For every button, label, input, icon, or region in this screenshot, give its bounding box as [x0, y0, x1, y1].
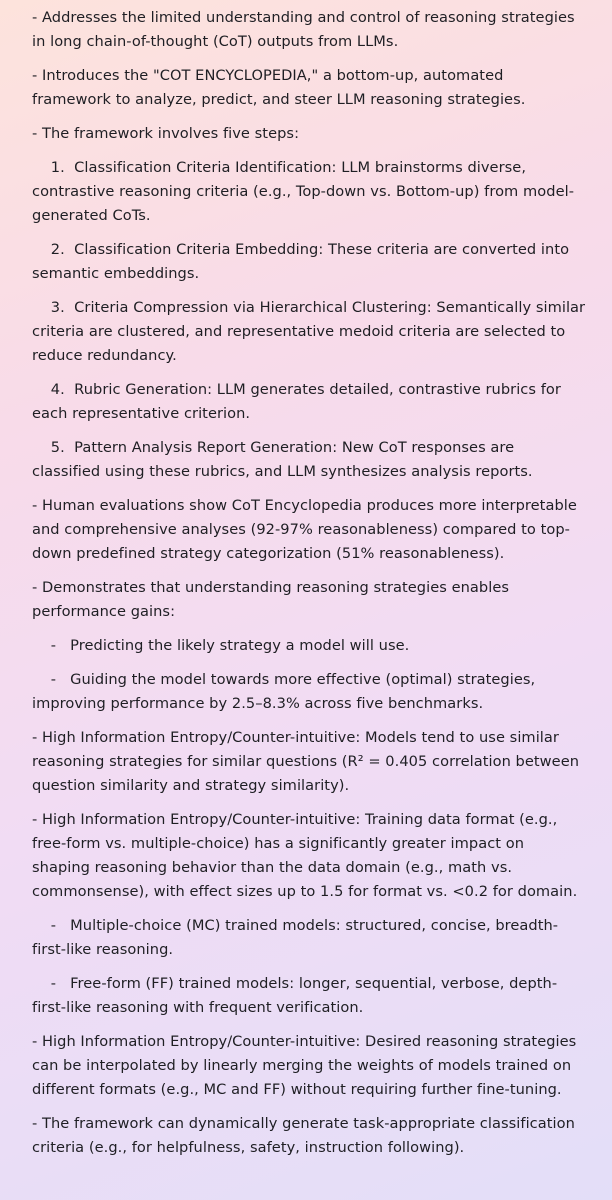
step-2: 2. Classification Criteria Embedding: These criteria are converted into semantic embeddings. [32, 241, 574, 282]
paragraph-dynamic-criteria: - The framework can dynamically generate task-appropriate classification criteria (e.g., for helpfulness, safety, instruction following). [32, 1115, 575, 1156]
bullet-guiding: - Guiding the model towards more effective (optimal) strategies, improving performance by 2.5–8.3% across five benchmarks. [32, 671, 540, 712]
bullet-predicting: - Predicting the likely strategy a model will use. [32, 637, 410, 654]
step-3: 3. Criteria Compression via Hierarchical Clustering: Semantically similar criteria are clustered, and representative medoid criteria are selected to reduce redundancy. [32, 299, 590, 364]
paragraph-similar-questions: - High Information Entropy/Counter-intuitive: Models tend to use similar reasoning strategies for similar questions (R² = 0.405 correlation between question similarity and strategy similarity). [32, 729, 580, 794]
paragraph-performance-gains: - Demonstrates that understanding reasoning strategies enables performance gains: [32, 579, 509, 620]
paragraph-introduces: - Introduces the "COT ENCYCLOPEDIA," a bottom-up, automated framework to analyze, predict, and steer LLM reasoning strategies. [32, 67, 526, 108]
paragraph-five-steps: - The framework involves five steps: [32, 125, 300, 142]
paragraph-human-evaluations: - Human evaluations show CoT Encyclopedia produces more interpretable and comprehensive analyses (92-97% reasonableness) compared to top-down predefined strategy categorization (51% reasonableness). [32, 497, 577, 562]
step-5: 5. Pattern Analysis Report Generation: New CoT responses are classified using these rubrics, and LLM synthesizes analysis reports. [32, 439, 533, 480]
step-4: 4. Rubric Generation: LLM generates detailed, contrastive rubrics for each representative criterion. [32, 381, 566, 422]
paragraph-training-format: - High Information Entropy/Counter-intuitive: Training data format (e.g., free-form vs. multiple-choice) has a significantly greater impact on shaping reasoning behavior than the data domain (e.g., math vs. commonsense), with effect sizes up to 1.5 for format vs. <0.2 for domain. [32, 811, 578, 900]
bullet-multiple-choice: - Multiple-choice (MC) trained models: structured, concise, breadth-first-like reasoning. [32, 917, 559, 958]
bullet-free-form: - Free-form (FF) trained models: longer, sequential, verbose, depth-first-like reasoning with frequent verification. [32, 975, 558, 1016]
paragraph-problem: - Addresses the limited understanding and control of reasoning strategies in long chain-of-thought (CoT) outputs from LLMs. [32, 9, 575, 50]
paragraph-weight-merging: - High Information Entropy/Counter-intuitive: Desired reasoning strategies can be interpolated by linearly merging the weights of models trained on different formats (e.g., MC and FF) without requiring further fine-tuning. [32, 1033, 577, 1098]
step-1: 1. Classification Criteria Identification: LLM brainstorms diverse, contrastive reasoning criteria (e.g., Top-down vs. Bottom-up) from model-generated CoTs. [32, 159, 575, 224]
